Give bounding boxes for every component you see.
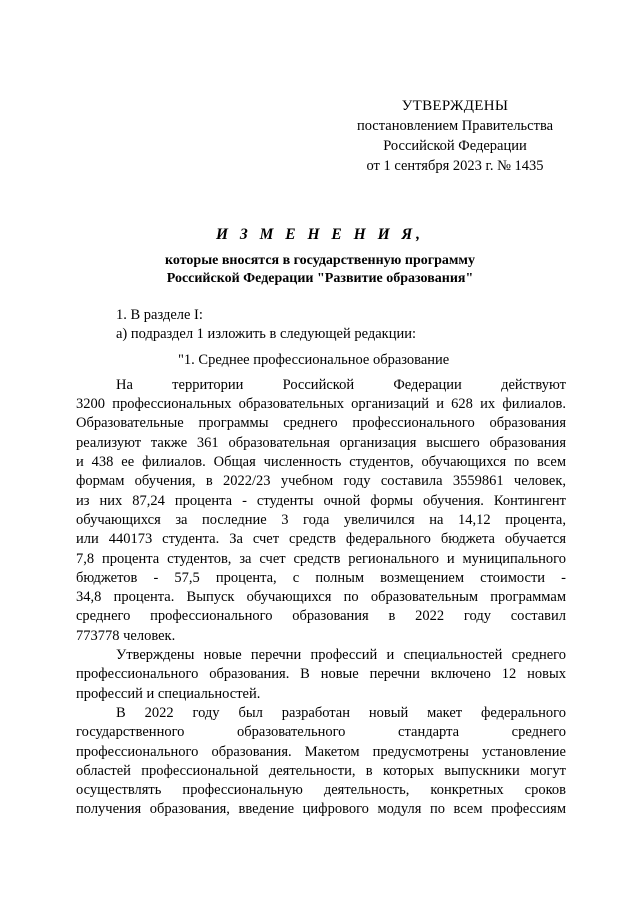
paragraph-line: профессий и специальностей. — [76, 685, 261, 702]
paragraph-line: профессионального образования. В новые перечни включено 12 новых — [76, 666, 566, 683]
approval-line-2: Российской Федерации — [383, 138, 527, 154]
paragraph-line: и 438 ее филиалов. Общая численность студентов, обучающихся по всем — [76, 454, 566, 471]
paragraph-line: Образовательные программы среднего профессионального образования — [76, 415, 566, 432]
paragraph-line: или 440173 студента. За счет средств федерального бюджета обучается — [76, 531, 566, 548]
paragraph-line: Утверждены новые перечни профессий и специальностей среднего — [116, 647, 566, 664]
paragraph-line: На территории Российской Федерации действуют — [116, 376, 566, 393]
paragraph-line: 7,8 процента студентов, за счет средств регионального и муниципального — [76, 550, 566, 567]
approval-line-3: от 1 сентября 2023 г. № 1435 — [366, 158, 544, 174]
paragraph-line: реализуют также 361 образовательная организация высшего образования — [76, 434, 566, 451]
paragraph-line: В 2022 году был разработан новый макет федерального — [116, 704, 566, 721]
section-item-1: 1. В разделе I: — [116, 307, 203, 323]
paragraph-line: 773778 человек. — [76, 627, 176, 644]
paragraph-line: 34,8 процента. Выпуск обучающихся по образовательным программам — [76, 589, 566, 606]
approval-line-1: постановлением Правительства — [356, 118, 554, 134]
paragraph-1 — [76, 376, 566, 646]
document-title: И З М Е Н Е Н И Я, — [215, 226, 425, 243]
paragraph-line: областей профессиональной деятельности, в которых выпускники могут — [76, 762, 566, 779]
document-body — [76, 306, 566, 820]
approval-block — [340, 96, 570, 176]
paragraph-line: 3200 профессиональных образовательных организаций и 628 их филиалов. — [76, 396, 566, 413]
approval-heading: УТВЕРЖДЕНЫ — [401, 98, 509, 114]
paragraph-line: формам обучения, в 2022/23 учебном году составила 3559861 человек, — [76, 473, 566, 490]
paragraph-line: из них 87,24 процента - студенты очной формы обучения. Контингент — [76, 492, 566, 509]
paragraph-line: осуществлять профессиональную деятельность, конкретных сроков — [76, 782, 566, 799]
paragraph-2 — [76, 646, 566, 704]
subsection-heading: "1. Среднее профессиональное образование — [178, 351, 450, 368]
paragraph-line: профессионального образования. Макетом предусмотрены установление — [76, 743, 566, 760]
paragraph-line: бюджетов - 57,5 процента, с полным возмещением стоимости - — [76, 569, 566, 586]
paragraph-line: обучающихся за последние 3 года увеличился на 14,12 процента, — [76, 511, 566, 528]
paragraph-line: государственного образовательного стандарта среднего — [76, 724, 566, 741]
section-item-a: а) подраздел 1 изложить в следующей редакции: — [116, 326, 417, 343]
document-subtitle-line-2: Российской Федерации "Развитие образования" — [166, 271, 474, 286]
paragraph-3 — [76, 704, 566, 820]
document-subtitle-line-1: которые вносятся в государственную программу — [165, 253, 475, 268]
paragraph-line: среднего профессионального образования в 2022 году составил — [76, 608, 566, 625]
paragraph-line: получения образования, введение цифрового модуля по всем профессиям — [76, 801, 566, 818]
